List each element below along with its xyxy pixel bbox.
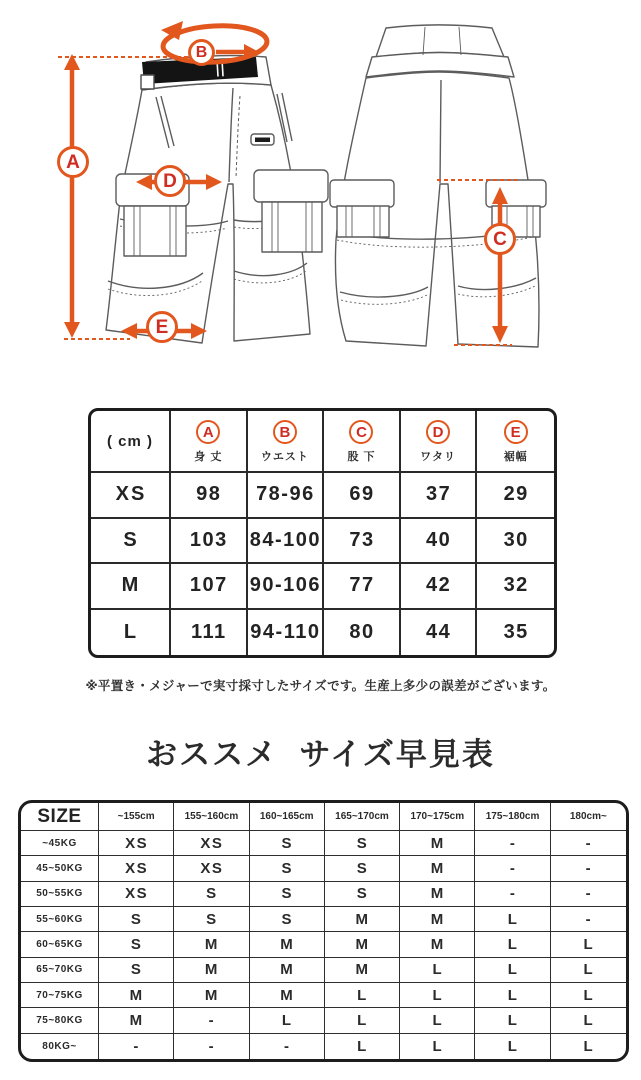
table-cell: 44 (401, 610, 478, 656)
table-cell: M (174, 958, 249, 983)
table-cell: 40 (401, 519, 478, 565)
weight-row-label: ~45KG (21, 831, 99, 856)
height-column-header: 180cm~ (551, 803, 626, 831)
front-right-cargo-pocket (262, 202, 322, 252)
table-cell: L (475, 932, 550, 957)
table-cell: M (400, 907, 475, 932)
table-cell: S (250, 856, 325, 881)
table-cell: - (99, 1034, 174, 1059)
table-cell: 107 (171, 564, 248, 610)
table-cell: M (325, 932, 400, 957)
height-column-header: 170~175cm (400, 803, 475, 831)
table-cell: M (250, 983, 325, 1008)
height-column-header: 155~160cm (174, 803, 249, 831)
table-cell: XS (99, 831, 174, 856)
table-cell: S (250, 907, 325, 932)
table-cell: M (400, 856, 475, 881)
column-label: 身 丈 (194, 451, 223, 463)
table-cell: M (400, 831, 475, 856)
weight-row-label: 65~70KG (21, 958, 99, 983)
table-cell: 37 (401, 473, 478, 519)
column-label: 裾幅 (503, 451, 528, 463)
table-cell: L (583, 1037, 595, 1055)
height-column-header: 160~165cm (250, 803, 325, 831)
table-cell: - (551, 882, 626, 907)
table-cell: S (325, 831, 400, 856)
table-cell: 78-96 (248, 473, 325, 519)
size-row-label: S (91, 519, 171, 565)
table-cell: 103 (171, 519, 248, 565)
marker-c-icon: C (349, 420, 373, 444)
table-cell: L (551, 1008, 626, 1033)
table-cell: 30 (477, 519, 554, 565)
table-cell: XS (174, 856, 249, 881)
table-cell: 29 (477, 473, 554, 519)
table-cell: S (99, 932, 174, 957)
weight-row-label: 55~60KG (21, 907, 99, 932)
table-cell: - (475, 882, 550, 907)
column-header-b (248, 411, 325, 473)
pants-front-view (106, 56, 328, 343)
table-cell: 90-106 (248, 564, 325, 610)
column-header-a (171, 411, 248, 473)
table-cell: 35 (503, 620, 529, 643)
table-cell: 98 (171, 473, 248, 519)
column-header-e (477, 411, 554, 473)
table-cell: 42 (401, 564, 478, 610)
table-cell: - (475, 831, 550, 856)
marker-b-icon: B (273, 420, 297, 444)
measurement-disclaimer: ※平置き・メジャーで実寸採寸したサイズです。生産上多少の誤差がございます。 (85, 679, 556, 693)
size-row-label: L (91, 610, 171, 656)
recommendation-table (18, 800, 629, 1062)
marker-a-icon: A (196, 420, 220, 444)
table-cell: - (551, 907, 626, 932)
table-cell: - (174, 1034, 249, 1059)
table-cell: L (551, 932, 626, 957)
table-cell: L (475, 907, 550, 932)
front-right-cargo-pocket-flap (254, 170, 328, 202)
table-cell: M (250, 958, 325, 983)
marker-e-badge: E (146, 311, 178, 343)
table-cell: S (250, 831, 325, 856)
height-column-header: 165~170cm (325, 803, 400, 831)
height-column-header: ~155cm (99, 803, 174, 831)
table-cell: L (325, 983, 400, 1008)
marker-b-badge: B (188, 39, 215, 66)
belt-keeper (141, 75, 154, 89)
table-cell: - (174, 1008, 249, 1033)
table-cell: L (400, 983, 475, 1008)
table-cell: L (400, 958, 475, 983)
table-cell: 69 (324, 473, 401, 519)
table-cell: S (325, 856, 400, 881)
marker-d-icon: D (426, 420, 450, 444)
column-label: ワタリ (420, 451, 457, 463)
table-cell: S (99, 958, 174, 983)
table-cell: L (250, 1008, 325, 1033)
size-row-label: XS (91, 473, 171, 519)
table-cell: L (325, 1034, 400, 1059)
weight-row-label: 50~55KG (21, 882, 99, 907)
table-cell: M (174, 983, 249, 1008)
column-label: ウエスト (260, 451, 309, 463)
table-cell: M (99, 983, 174, 1008)
table-cell: L (475, 1034, 550, 1059)
table-cell: S (250, 882, 325, 907)
table-cell: L (475, 983, 550, 1008)
column-header-c (324, 411, 401, 473)
table-cell: L (551, 983, 626, 1008)
table-cell: M (325, 907, 400, 932)
back-left-cargo-pocket (337, 206, 389, 237)
weight-row-label: 45~50KG (21, 856, 99, 881)
table-cell: 80 (324, 610, 401, 656)
table-cell: 94-110 (248, 610, 325, 656)
table-cell: L (475, 958, 550, 983)
size-corner-header: SIZE (21, 803, 99, 831)
weight-row-label: 80KG~ (21, 1034, 99, 1059)
table-cell: - (250, 1034, 325, 1059)
marker-c-badge: C (484, 223, 516, 255)
front-left-cargo-pocket (124, 206, 186, 256)
marker-a-badge: A (57, 146, 89, 178)
table-cell: L (400, 1008, 475, 1033)
table-cell: M (400, 932, 475, 957)
table-cell: - (551, 831, 626, 856)
weight-row-label: 70~75KG (21, 983, 99, 1008)
table-cell: M (325, 958, 400, 983)
table-cell: 84-100 (248, 519, 325, 565)
measurement-table (88, 408, 557, 658)
table-cell: 73 (324, 519, 401, 565)
table-cell: L (475, 1008, 550, 1033)
table-cell: 77 (324, 564, 401, 610)
table-cell: S (174, 882, 249, 907)
back-left-cargo-pocket-flap (330, 180, 394, 207)
table-cell: M (250, 932, 325, 957)
recommendation-heading: おススメ サイズ早見表 (146, 737, 495, 772)
table-cell: S (325, 882, 400, 907)
table-cell: XS (99, 882, 174, 907)
table-cell: 32 (477, 564, 554, 610)
table-cell: XS (99, 856, 174, 881)
table-cell: S (99, 907, 174, 932)
table-cell: M (400, 882, 475, 907)
table-cell: - (551, 856, 626, 881)
table-cell: L (325, 1008, 400, 1033)
table-cell: M (99, 1008, 174, 1033)
column-header-d (401, 411, 478, 473)
weight-row-label: 60~65KG (21, 932, 99, 957)
unit-header-cell: ( cm ) (91, 411, 171, 473)
marker-e-icon: E (504, 420, 528, 444)
table-cell: L (400, 1034, 475, 1059)
table-cell: 111 (171, 610, 248, 656)
table-cell: L (551, 958, 626, 983)
table-cell: XS (174, 831, 249, 856)
table-cell: - (475, 856, 550, 881)
table-cell: M (174, 932, 249, 957)
table-cell: S (174, 907, 249, 932)
marker-d-badge: D (154, 165, 186, 197)
pants-back-view (330, 25, 546, 347)
pants-diagram (0, 0, 641, 398)
height-column-header: 175~180cm (475, 803, 550, 831)
weight-row-label: 75~80KG (21, 1008, 99, 1033)
column-label: 股 下 (347, 451, 376, 463)
size-row-label: M (91, 564, 171, 610)
